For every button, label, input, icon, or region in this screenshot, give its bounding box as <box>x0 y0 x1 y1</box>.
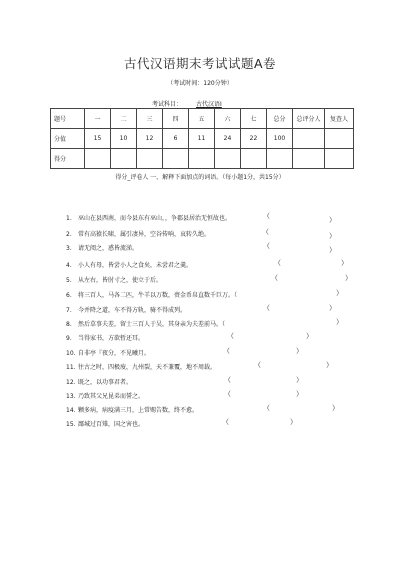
answer-paren-close: ） <box>296 390 303 398</box>
table-cell: 11 <box>189 129 215 149</box>
answer-paren-open: （ <box>274 259 281 267</box>
table-cell: 五 <box>189 109 215 129</box>
answer-paren-close: ） <box>332 404 339 412</box>
table-cell: 15 <box>85 129 111 149</box>
answer-paren-close: ） <box>290 418 297 426</box>
question-text: 从左右，皆肘寸之，使立于后。 <box>78 277 163 284</box>
answer-paren-open: （ <box>223 347 230 355</box>
question-number: 6. <box>66 292 72 299</box>
question-item <box>66 260 192 269</box>
answer-paren-close: ） <box>296 376 303 384</box>
answer-paren-open: （ <box>263 212 270 220</box>
question-text: 鄙城过百雉，国之害也。 <box>78 421 145 428</box>
question-number: 5. <box>66 277 72 284</box>
table-cell: 总分 <box>267 109 293 129</box>
table-cell: 得分 <box>51 149 85 169</box>
question-number: 9. <box>66 335 72 342</box>
answer-paren-open: （ <box>263 404 270 412</box>
answer-paren-close: ） <box>296 347 303 355</box>
question-item <box>66 290 237 299</box>
table-cell: 22 <box>241 129 267 149</box>
question-number: 12. <box>66 379 76 386</box>
question-item <box>66 405 198 414</box>
answer-paren-open: （ <box>224 390 231 398</box>
answer-paren-close: ） <box>336 289 343 297</box>
question-item <box>66 362 216 371</box>
answer-paren-close: ） <box>329 246 336 254</box>
answer-paren-close: ） <box>306 332 313 340</box>
question-text: 将三百人，马各二匹，牛羊以万数，赍金币帛直数千巨万。（ <box>78 292 238 299</box>
table-cell: 二 <box>111 109 137 129</box>
question-text: 当得家书，方欲暂还耳。 <box>78 335 145 342</box>
question-item <box>66 333 144 342</box>
answer-paren-close: ） <box>329 216 336 224</box>
table-cell: 6 <box>163 129 189 149</box>
question-number: 14. <box>66 407 76 414</box>
question-number: 11. <box>66 364 76 371</box>
question-number: 3. <box>66 245 72 252</box>
table-cell: 七 <box>241 109 267 129</box>
table-cell: 题号 <box>51 109 85 129</box>
section-heading: 得分_评卷人 一、解释下面加点的词语。（每小题1分，共15分） <box>115 174 285 181</box>
answer-paren-close: ） <box>329 232 336 240</box>
question-number: 4. <box>66 262 72 269</box>
answer-paren-open: （ <box>254 361 261 369</box>
answer-paren-close: ） <box>326 361 333 369</box>
answer-paren-open: （ <box>222 418 229 426</box>
question-text: 常有高猿长啸，属引凄异，空谷传响，哀转久绝。 <box>78 231 211 238</box>
table-cell: 复查人 <box>325 109 354 129</box>
question-item <box>66 348 150 357</box>
question-text: 往古之时，四极废，九州裂，天不兼覆，地不周载。 <box>78 364 217 371</box>
question-text: 然后草事夫差，留士三百人于吴，其身亲为夫差前马。（ <box>78 321 226 328</box>
question-item <box>66 305 186 314</box>
subject-value: 古代汉语Ⅰ <box>196 101 222 108</box>
question-text: 乃致其父兄昆弟而誓之。 <box>78 393 145 400</box>
question-text: 颗多病，病疫满三月，上常赐告数，终不愈。 <box>78 407 199 414</box>
table-cell: 12 <box>137 129 163 149</box>
question-item <box>66 377 132 386</box>
question-item <box>66 319 225 328</box>
answer-paren-close: ） <box>336 318 343 326</box>
table-cell: 总评分人 <box>293 109 325 129</box>
question-text: 自非亭『夜分，不见曦月。 <box>78 350 151 357</box>
table-cell: 四 <box>163 109 189 129</box>
exam-time: （考试时间：120分钟） <box>167 80 233 87</box>
question-text: 既之，以功事君者。 <box>78 379 133 386</box>
answer-paren-open: （ <box>262 228 269 236</box>
answer-paren-close: ） <box>329 304 336 312</box>
question-text: 巫山在县西南，而今县东有巫山，，争郡县居治无恒故也。 <box>78 215 232 222</box>
answer-paren-close: ） <box>341 259 348 267</box>
answer-paren-open: （ <box>263 304 270 312</box>
question-item <box>66 419 144 428</box>
question-text: 请无阅之，惑皆流涕。 <box>78 245 139 252</box>
question-number: 10. <box>66 350 76 357</box>
page-title: 古代汉语期末考试试题A卷 <box>123 56 277 71</box>
answer-paren-open: （ <box>263 242 270 250</box>
answer-paren-close: ） <box>345 274 352 282</box>
question-text: 今并降之道，车不得方轨，骑不得成列。 <box>78 307 187 314</box>
table-cell: 24 <box>215 129 241 149</box>
answer-paren-open: （ <box>227 332 234 340</box>
subject-label: 考试科目： <box>152 101 183 108</box>
question-number: 15. <box>66 421 76 428</box>
table-cell: 三 <box>137 109 163 129</box>
answer-paren-open: （ <box>271 274 278 282</box>
table-cell: 10 <box>111 129 137 149</box>
question-item <box>66 243 138 252</box>
question-item <box>66 213 231 222</box>
question-number: 1. <box>66 215 72 222</box>
question-item <box>66 229 210 238</box>
question-item <box>66 391 144 400</box>
table-cell: 六 <box>215 109 241 129</box>
table-cell: 一 <box>85 109 111 129</box>
question-number: 7. <box>66 307 72 314</box>
question-number: 8. <box>66 321 72 328</box>
question-number: 2. <box>66 231 72 238</box>
table-cell: 100 <box>267 129 293 149</box>
question-number: 13. <box>66 393 76 400</box>
table-cell: 分值 <box>51 129 85 149</box>
question-item <box>66 275 162 284</box>
question-text: 小人有母，皆尝小人之食矣，未尝君之羹。 <box>78 262 193 269</box>
answer-paren-open: （ <box>224 376 231 384</box>
